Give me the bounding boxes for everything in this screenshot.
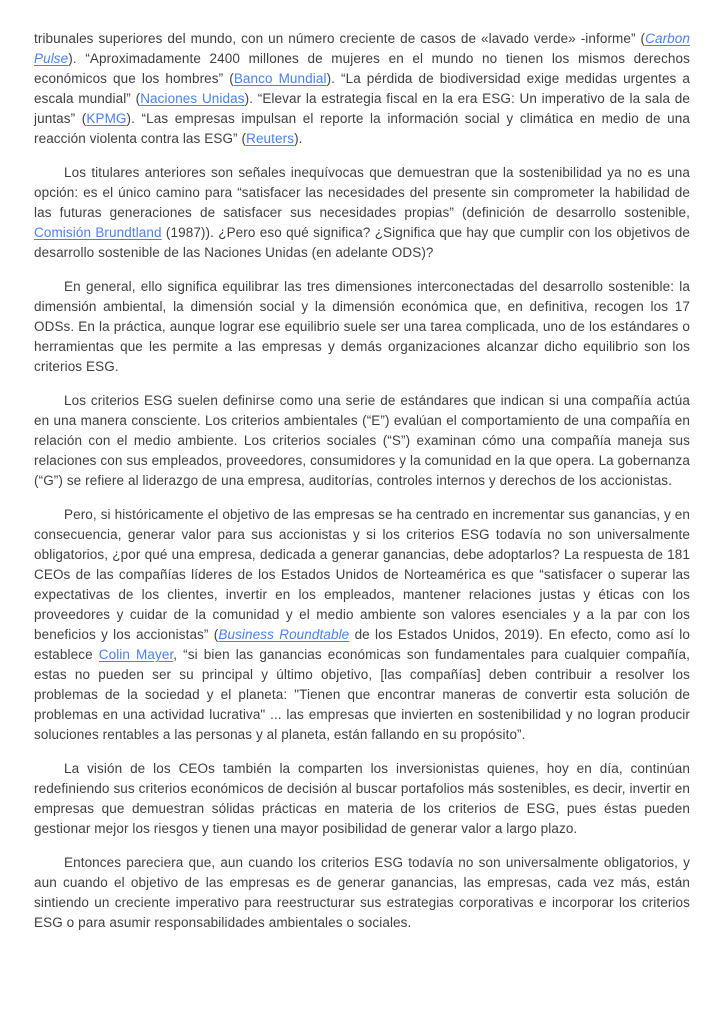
text-run: En general, ello significa equilibrar las tres dimensiones interconectadas del desarrollo sostenible: la dimensión ambiental, la dimensión social y la dimensión económica que, en definitiva, recogen los 17 ODSs. En la práctica, aunque lograr ese equilibrio suele ser una tarea complicada, uno de los estándares o herramientas que les permite a las empresas y demás organizaciones alcanzar dicho equilibrio son los criterios ESG.: [34, 279, 690, 374]
paragraph: [34, 505, 690, 745]
text-run: Los criterios ESG suelen definirse como una serie de estándares que indican si una compañía actúa en una manera consciente. Los criterios ambientales (“E”) evalúan el comportamiento de una compañía en relación con el medio ambiente. Los criterios sociales (“S”) examinan cómo una compañía maneja sus relaciones con sus empleados, proveedores, consumidores y la comunidad en la que opera. La gobernanza (“G”) se refiere al liderazgo de una empresa, auditorías, controles internos y derechos de los accionistas.: [34, 393, 690, 488]
text-run: ). “Las empresas impulsan el reporte la información social y climática en medio de una reacción violenta contra las ESG” (: [34, 111, 690, 146]
paragraph: [34, 853, 690, 933]
link-naciones-unidas[interactable]: Naciones Unidas: [140, 91, 245, 106]
paragraph: [34, 759, 690, 839]
text-run: Pero, si históricamente el objetivo de las empresas se ha centrado en incrementar sus ganancias, y en consecuencia, generar valor para sus accionistas y si los criterios ESG todavía no son universalmente obligatorios, ¿por qué una empresa, dedicada a generar ganancias, debe adoptarlos? La respuesta de 181 CEOs de las compañías líderes de los Estados Unidos de Norteamérica es que “satisfacer o superar las expectativas de los clientes, invertir en los empleados, mantener relaciones justas y éticas con los proveedores y cuidar de la comunidad y el medio ambiente son valores esenciales y a la par con los beneficios y los accionistas” (: [34, 507, 690, 642]
text-run: ). “La pérdida de biodiversidad exige medidas urgentes a escala mundial” (: [34, 71, 691, 106]
paragraph: [34, 391, 690, 491]
link-comision-brundtland[interactable]: Comisión Brundtland: [34, 225, 162, 240]
text-run: ). “Elevar la estrategia fiscal en la era ESG: Un imperativo de la sala de juntas” (: [34, 91, 690, 126]
link-colin-mayer[interactable]: Colin Mayer: [98, 647, 174, 662]
link-banco-mundial[interactable]: Banco Mundial: [233, 71, 327, 86]
text-run: , “si bien las ganancias económicas son fundamentales para cualquier compañía, estas no pueden ser su principal y último objetivo, [las compañías] deben contribuir a resolver los problemas de la sociedad y el planeta: "Tienen que encontrar maneras de convertir esta solución de problemas en una actividad lucrativa" ... las empresas que invierten en sostenibilidad y no logran producir soluciones rentables a las personas y al planeta, están fallando en su propósito”.: [34, 647, 690, 742]
paragraph: [34, 277, 690, 377]
paragraph: [34, 163, 690, 263]
text-run: ). “Aproximadamente 2400 millones de mujeres en el mundo no tienen los mismos derechos económicos que los hombres” (: [34, 51, 690, 86]
text-run: Los titulares anteriores son señales inequívocas que demuestran que la sostenibilidad ya no es una opción: es el único camino para “satisfacer las necesidades del presente sin comprometer la habilidad de las futuras generaciones de satisfacer sus necesidades propias” (definición de desarrollo sostenible,: [34, 165, 690, 220]
link-business-roundtable[interactable]: Business Roundtable: [218, 627, 350, 642]
link-carbon-pulse[interactable]: Carbon Pulse: [34, 31, 690, 66]
text-run: La visión de los CEOs también la comparten los inversionistas quienes, hoy en día, continúan redefiniendo sus criterios económicos de decisión al buscar portafolios más sostenibles, es decir, invertir en empresas que demuestran sólidas prácticas en materia de los criterios de ESG, pues éstas pueden gestionar mejor los riesgos y tienen una mayor posibilidad de generar valor a largo plazo.: [34, 761, 690, 836]
text-run: ).: [294, 131, 303, 146]
link-reuters[interactable]: Reuters: [246, 131, 295, 146]
text-run: tribunales superiores del mundo, con un número creciente de casos de «lavado verde» -informe” (: [34, 31, 646, 46]
text-run: (1987)). ¿Pero eso qué significa? ¿Significa que hay que cumplir con los objetivos de desarrollo sostenible de las Naciones Unidas (en adelante ODS)?: [34, 225, 690, 260]
text-run: de los Estados Unidos, 2019). En efecto, como así lo establece: [34, 627, 691, 662]
paragraph: [34, 29, 690, 149]
document-body: [34, 29, 690, 933]
text-run: Entonces pareciera que, aun cuando los criterios ESG todavía no son universalmente obligatorios, y aun cuando el objetivo de las empresas es de generar ganancias, las empresas, cada vez más, están sintiendo un creciente imperativo para reestructurar sus estrategias corporativas e incorporar los criterios ESG o para asumir responsabilidades ambientales o sociales.: [34, 855, 690, 930]
link-kpmg[interactable]: KPMG: [86, 111, 127, 126]
